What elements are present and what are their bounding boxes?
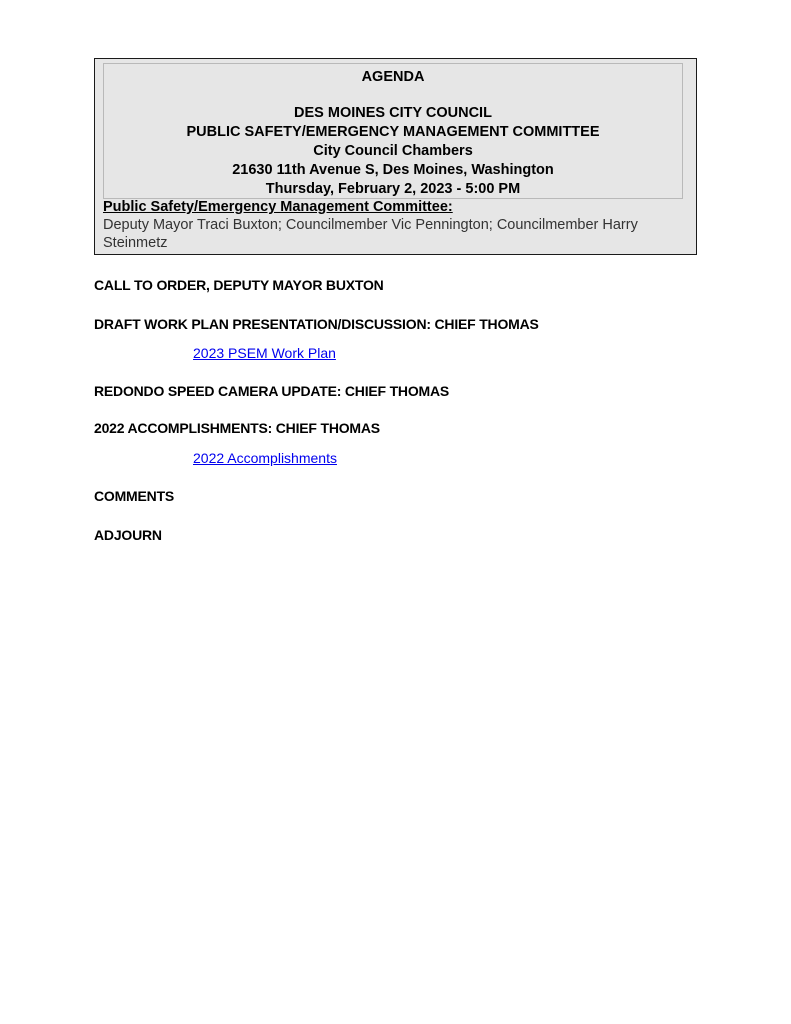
agenda-header-box [94,58,697,255]
committee-name: PUBLIC SAFETY/EMERGENCY MANAGEMENT COMMITTEE [186,124,600,140]
work-plan-link[interactable]: 2023 PSEM Work Plan [193,345,336,361]
meeting-address: 21630 11th Avenue S, Des Moines, Washington [232,162,554,178]
accomplishments-link[interactable]: 2022 Accomplishments [193,450,337,466]
item-call-to-order: CALL TO ORDER, DEPUTY MAYOR BUXTON [94,277,384,293]
council-name: DES MOINES CITY COUNCIL [294,105,492,121]
agenda-header-title-block [103,63,683,199]
item-comments: COMMENTS [94,488,175,504]
item-speed-camera-update: REDONDO SPEED CAMERA UPDATE: CHIEF THOMAS [94,383,450,399]
meeting-location: City Council Chambers [313,143,473,159]
meeting-datetime: Thursday, February 2, 2023 - 5:00 PM [265,181,521,197]
committee-members-list: Deputy Mayor Traci Buxton; Councilmember Vic Pennington; Councilmember Harry Steinmetz [103,217,638,251]
item-draft-work-plan: DRAFT WORK PLAN PRESENTATION/DISCUSSION: CHIEF THOMAS [94,316,539,332]
item-accomplishments: 2022 ACCOMPLISHMENTS: CHIEF THOMAS [94,420,380,436]
agenda-label: AGENDA [361,69,425,85]
item-adjourn: ADJOURN [94,527,162,543]
committee-members-heading: Public Safety/Emergency Management Committee: [103,199,453,215]
